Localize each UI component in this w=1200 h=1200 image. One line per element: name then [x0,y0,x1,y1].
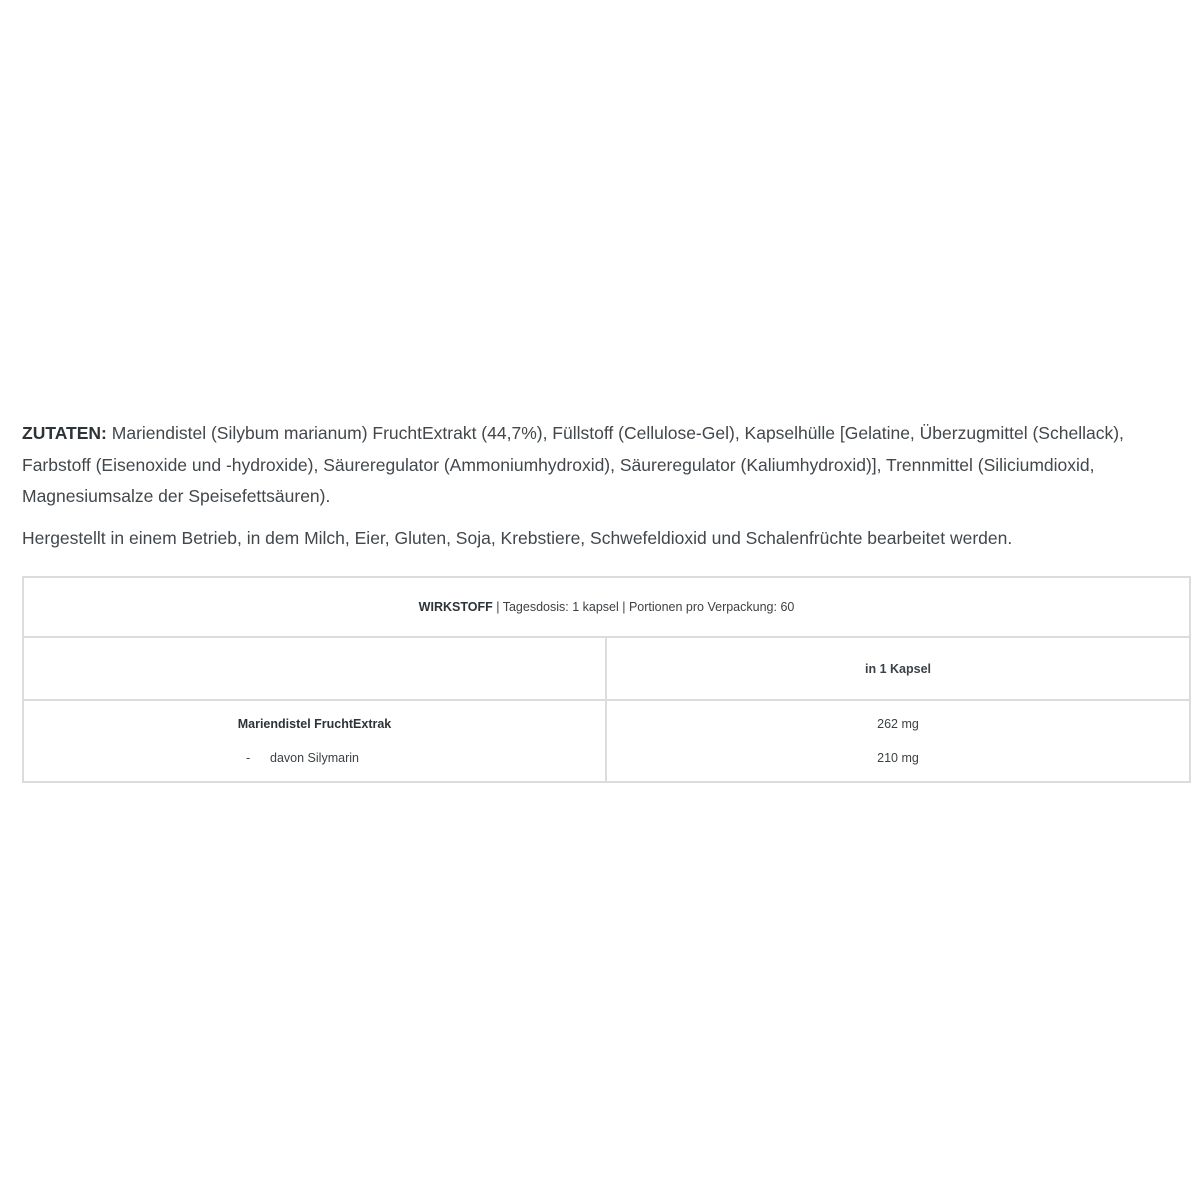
table-header-title: WIRKSTOFF [418,600,493,614]
ingredient-names-cell [23,700,606,782]
ingredients-paragraph [22,418,1182,513]
table-header [23,577,1190,637]
ingredient-name: Mariendistel FruchtExtrak [237,717,392,731]
allergen-facility-note: Hergestellt in einem Betrieb, in dem Milch, Eier, Gluten, Soja, Krebstiere, Schwefeldioxid und Schalenfrüchte bearbeitet werden. [22,527,1013,548]
column-header-name [23,637,606,700]
sub-ingredient [24,741,605,775]
product-info [22,418,1182,554]
sub-ingredient-amount: 210 mg [877,751,919,765]
ingredient-amount: 262 mg [877,717,919,731]
ingredient-amounts-cell [606,700,1190,782]
column-header-amount: in 1 Kapsel [606,637,1190,700]
sub-ingredient-dash: - [246,751,251,765]
ingredients-label: ZUTATEN: [22,423,107,443]
table-header-details: | Tagesdosis: 1 kapsel | Portionen pro Verpackung: 60 [492,600,795,614]
active-ingredient-table [22,576,1191,783]
ingredients-text: Mariendistel (Silybum marianum) FruchtExtrakt (44,7%), Füllstoff (Cellulose-Gel), Kapselhülle [Gelatine, Überzugmittel (Schellack), Farbstoff (Eisenoxide und -hydroxide), Säureregulator (Ammoniumhydroxid), Säureregulator (Kaliumhydroxid)], Trennmittel (Siliciumdioxid, Magnesiumsalze der Speisefettsäuren). [22,423,1124,506]
sub-ingredient-name: davon Silymarin [270,751,359,765]
